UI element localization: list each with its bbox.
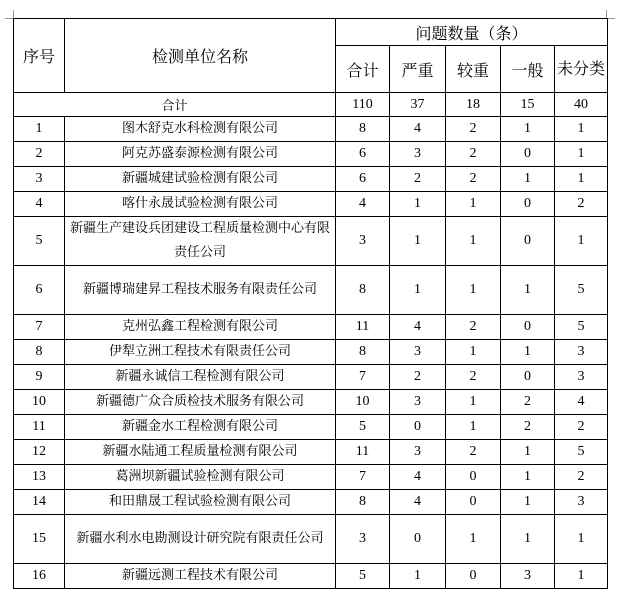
table-body — [14, 19, 608, 589]
row-value-major: 1 — [446, 340, 501, 365]
row-value-total: 7 — [336, 465, 390, 490]
row-value-unclassified: 2 — [555, 415, 608, 440]
header-col-general: 一般 — [501, 46, 555, 93]
row-seq: 1 — [14, 117, 65, 142]
table-row — [14, 564, 608, 589]
row-value-unclassified: 1 — [555, 564, 608, 589]
row-value-general: 1 — [501, 117, 555, 142]
row-value-general: 0 — [501, 365, 555, 390]
row-value-total: 11 — [336, 315, 390, 340]
header-col-unclassified: 未分类 — [555, 46, 608, 93]
row-value-severe: 3 — [390, 340, 446, 365]
row-seq: 15 — [14, 515, 65, 564]
row-value-total: 6 — [336, 167, 390, 192]
row-value-general: 1 — [501, 266, 555, 315]
row-value-severe: 3 — [390, 390, 446, 415]
table-row — [14, 340, 608, 365]
row-value-unclassified: 2 — [555, 465, 608, 490]
row-seq: 2 — [14, 142, 65, 167]
row-value-general: 1 — [501, 515, 555, 564]
row-value-severe: 4 — [390, 465, 446, 490]
total-value-general: 15 — [501, 93, 555, 117]
row-value-major: 2 — [446, 167, 501, 192]
row-seq: 3 — [14, 167, 65, 192]
row-value-general: 2 — [501, 415, 555, 440]
row-value-general: 0 — [501, 217, 555, 266]
row-value-major: 1 — [446, 415, 501, 440]
row-value-severe: 1 — [390, 266, 446, 315]
row-unit-name: 新疆生产建设兵团建设工程质量检测中心有限责任公司 — [65, 217, 336, 266]
row-value-severe: 0 — [390, 415, 446, 440]
row-value-general: 1 — [501, 340, 555, 365]
row-seq: 13 — [14, 465, 65, 490]
header-unit-name: 检测单位名称 — [65, 19, 336, 93]
row-value-major: 1 — [446, 515, 501, 564]
row-value-unclassified: 1 — [555, 167, 608, 192]
row-value-major: 1 — [446, 217, 501, 266]
row-unit-name: 新疆远测工程技术有限公司 — [65, 564, 336, 589]
row-unit-name: 新疆永诚信工程检测有限公司 — [65, 365, 336, 390]
row-unit-name: 和田鼎晟工程试验检测有限公司 — [65, 490, 336, 515]
row-value-total: 3 — [336, 515, 390, 564]
row-value-unclassified: 5 — [555, 315, 608, 340]
row-value-general: 0 — [501, 192, 555, 217]
row-value-unclassified: 1 — [555, 515, 608, 564]
row-value-major: 1 — [446, 266, 501, 315]
table-row — [14, 465, 608, 490]
table-row — [14, 440, 608, 465]
row-unit-name: 阿克苏盛泰源检测有限公司 — [65, 142, 336, 167]
row-unit-name: 图木舒克水科检测有限公司 — [65, 117, 336, 142]
row-value-total: 8 — [336, 266, 390, 315]
row-value-general: 2 — [501, 390, 555, 415]
table-row — [14, 142, 608, 167]
row-value-unclassified: 4 — [555, 390, 608, 415]
row-seq: 12 — [14, 440, 65, 465]
row-value-unclassified: 1 — [555, 142, 608, 167]
row-seq: 6 — [14, 266, 65, 315]
row-seq: 16 — [14, 564, 65, 589]
row-value-general: 1 — [501, 440, 555, 465]
row-unit-name: 新疆德广众合质检技术服务有限公司 — [65, 390, 336, 415]
row-value-unclassified: 5 — [555, 440, 608, 465]
row-value-unclassified: 3 — [555, 365, 608, 390]
table-row — [14, 415, 608, 440]
table-row — [14, 167, 608, 192]
header-issue-count-group: 问题数量（条） — [336, 19, 608, 46]
row-value-total: 5 — [336, 564, 390, 589]
row-value-severe: 1 — [390, 192, 446, 217]
table-row — [14, 515, 608, 564]
table-row — [14, 315, 608, 340]
row-value-general: 1 — [501, 465, 555, 490]
total-row — [14, 93, 608, 117]
row-unit-name: 新疆金水工程检测有限公司 — [65, 415, 336, 440]
row-seq: 9 — [14, 365, 65, 390]
row-value-major: 2 — [446, 440, 501, 465]
row-value-major: 0 — [446, 465, 501, 490]
row-value-severe: 4 — [390, 490, 446, 515]
row-unit-name: 新疆城建试验检测有限公司 — [65, 167, 336, 192]
row-value-major: 2 — [446, 142, 501, 167]
header-col-major: 较重 — [446, 46, 501, 93]
row-value-severe: 0 — [390, 515, 446, 564]
inspection-issues-table — [13, 18, 608, 589]
row-value-general: 0 — [501, 142, 555, 167]
row-unit-name: 伊犁立洲工程技术有限责任公司 — [65, 340, 336, 365]
row-value-total: 11 — [336, 440, 390, 465]
row-value-total: 8 — [336, 490, 390, 515]
total-value-major: 18 — [446, 93, 501, 117]
total-value-total: 110 — [336, 93, 390, 117]
table-row — [14, 390, 608, 415]
total-label: 合计 — [14, 93, 336, 117]
table-row — [14, 117, 608, 142]
row-unit-name: 喀什永晟试验检测有限公司 — [65, 192, 336, 217]
row-value-severe: 3 — [390, 142, 446, 167]
row-value-unclassified: 2 — [555, 192, 608, 217]
header-col-severe: 严重 — [390, 46, 446, 93]
row-unit-name: 克州弘鑫工程检测有限公司 — [65, 315, 336, 340]
row-value-unclassified: 5 — [555, 266, 608, 315]
row-unit-name: 新疆博瑞建昇工程技术服务有限责任公司 — [65, 266, 336, 315]
row-value-severe: 3 — [390, 440, 446, 465]
row-value-major: 0 — [446, 490, 501, 515]
row-value-severe: 2 — [390, 167, 446, 192]
row-value-major: 2 — [446, 117, 501, 142]
table-row — [14, 192, 608, 217]
header-row-top — [14, 19, 608, 46]
table-row — [14, 217, 608, 266]
row-value-general: 3 — [501, 564, 555, 589]
row-value-total: 8 — [336, 340, 390, 365]
row-seq: 7 — [14, 315, 65, 340]
header-seq: 序号 — [14, 19, 65, 93]
row-value-severe: 4 — [390, 315, 446, 340]
row-seq: 8 — [14, 340, 65, 365]
total-value-unclassified: 40 — [555, 93, 608, 117]
row-value-major: 0 — [446, 564, 501, 589]
table-row — [14, 266, 608, 315]
row-value-general: 1 — [501, 167, 555, 192]
row-value-major: 1 — [446, 192, 501, 217]
row-value-total: 10 — [336, 390, 390, 415]
row-seq: 14 — [14, 490, 65, 515]
row-seq: 5 — [14, 217, 65, 266]
row-value-major: 1 — [446, 390, 501, 415]
row-unit-name: 葛洲坝新疆试验检测有限公司 — [65, 465, 336, 490]
table-row — [14, 490, 608, 515]
table-row — [14, 365, 608, 390]
row-seq: 10 — [14, 390, 65, 415]
row-value-unclassified: 3 — [555, 490, 608, 515]
row-seq: 11 — [14, 415, 65, 440]
row-value-total: 4 — [336, 192, 390, 217]
row-value-unclassified: 1 — [555, 217, 608, 266]
row-value-total: 5 — [336, 415, 390, 440]
row-value-severe: 2 — [390, 365, 446, 390]
row-value-severe: 4 — [390, 117, 446, 142]
row-value-unclassified: 3 — [555, 340, 608, 365]
row-value-total: 7 — [336, 365, 390, 390]
row-value-major: 2 — [446, 315, 501, 340]
row-unit-name: 新疆水利水电勘测设计研究院有限责任公司 — [65, 515, 336, 564]
total-value-severe: 37 — [390, 93, 446, 117]
row-seq: 4 — [14, 192, 65, 217]
header-col-total: 合计 — [336, 46, 390, 93]
row-value-total: 3 — [336, 217, 390, 266]
row-value-total: 8 — [336, 117, 390, 142]
row-value-major: 2 — [446, 365, 501, 390]
row-value-general: 0 — [501, 315, 555, 340]
row-value-unclassified: 1 — [555, 117, 608, 142]
row-unit-name: 新疆水陆通工程质量检测有限公司 — [65, 440, 336, 465]
row-value-general: 1 — [501, 490, 555, 515]
row-value-severe: 1 — [390, 564, 446, 589]
row-value-total: 6 — [336, 142, 390, 167]
row-value-severe: 1 — [390, 217, 446, 266]
